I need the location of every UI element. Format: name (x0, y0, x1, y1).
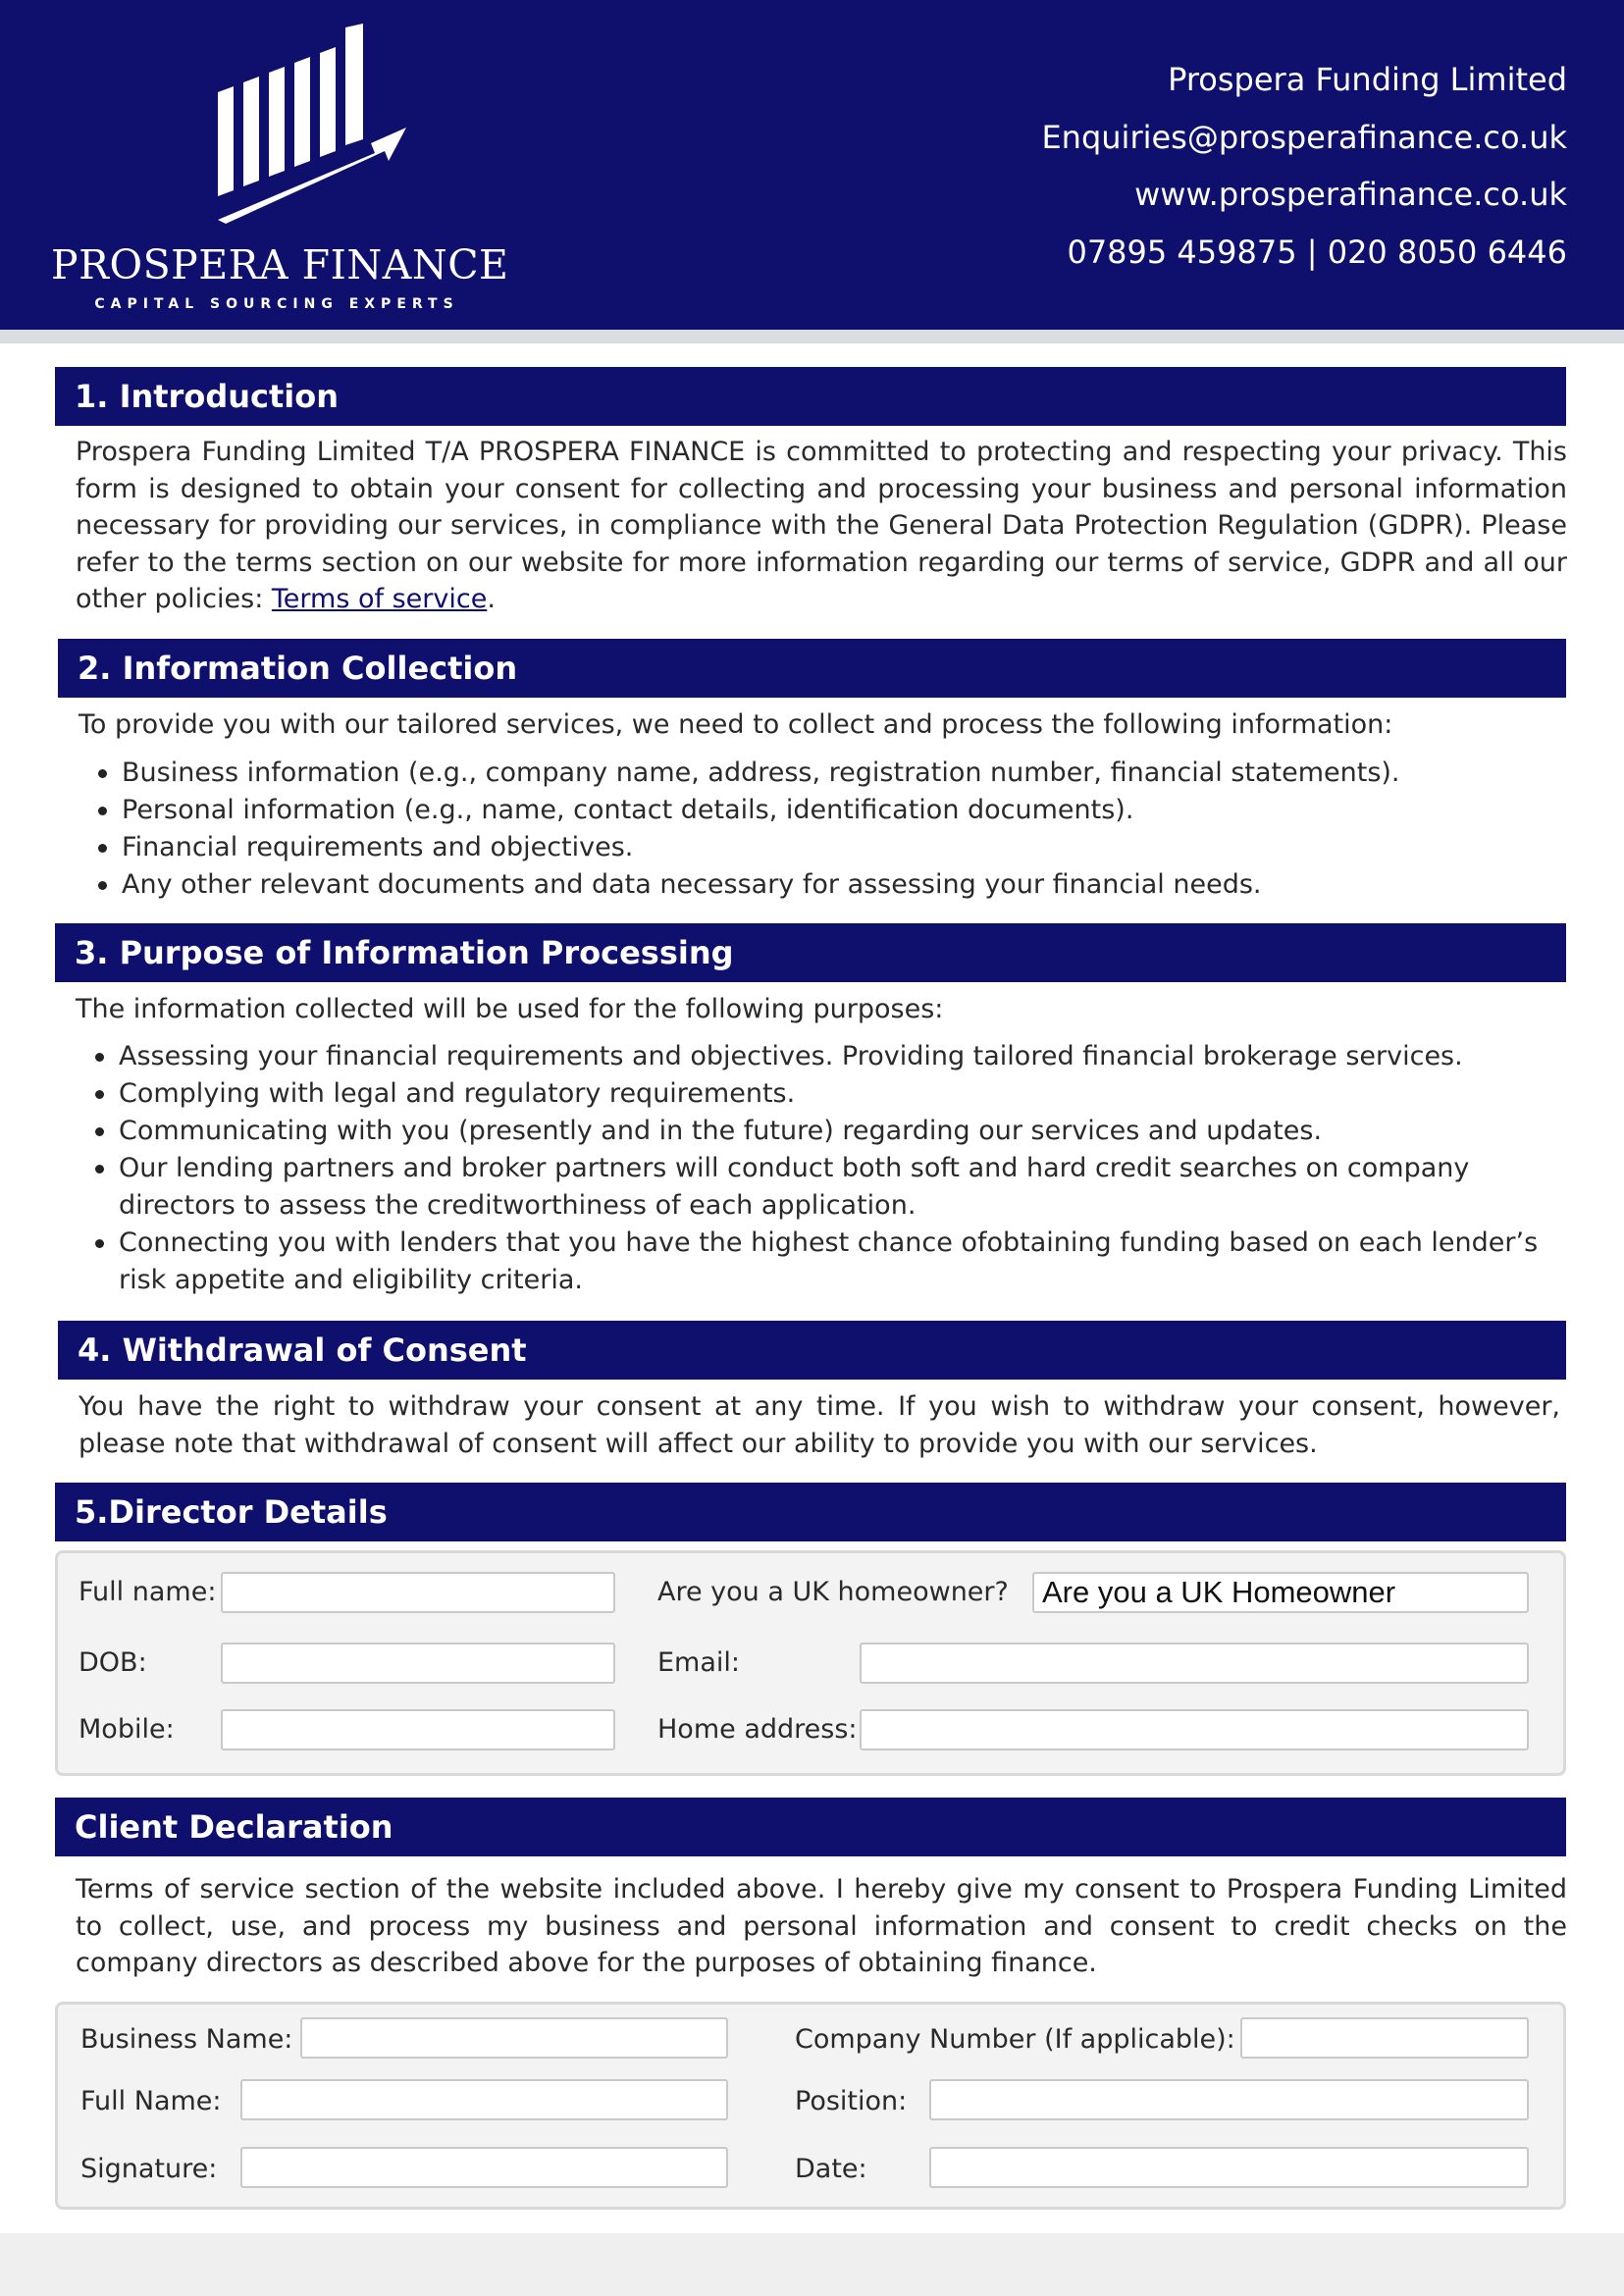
position-field[interactable] (929, 2079, 1529, 2120)
purpose-list (95, 1038, 1557, 1299)
company-name: Prospera Funding Limited (1168, 61, 1567, 98)
page-header (0, 0, 1624, 330)
section-title-withdrawal: 4. Withdrawal of Consent (58, 1321, 1566, 1380)
introduction-text (76, 434, 1567, 618)
contact-website[interactable]: www.prosperafinance.co.uk (1134, 176, 1567, 213)
homeowner-label: Are you a UK homeowner? (657, 1577, 1009, 1607)
date-label: Date: (795, 2154, 867, 2184)
purpose-intro: The information collected will be used for the following purposes: (76, 994, 944, 1024)
position-label: Position: (795, 2086, 908, 2116)
information-collection-intro: To provide you with our tailored services, we need to collect and process the following information: (79, 709, 1393, 740)
full-name-label: Full name: (79, 1577, 217, 1607)
director-full-name-field[interactable] (221, 1572, 615, 1613)
introduction-body: Prospera Funding Limited T/A PROSPERA FINANCE is committed to protecting and respecting your privacy. This form is designed to obtain your consent for collecting and processing your business and personal information necessary for providing our services, in compliance with the General Data Protection Regulation (GDPR). Please refer to the terms section on our website for more information regarding our terms of service, GDPR and all our other policies: (76, 437, 1567, 614)
list-item: Complying with legal and regulatory requirements. (95, 1075, 1557, 1113)
prospera-logo (51, 24, 509, 318)
home-address-label: Home address: (657, 1714, 858, 1745)
bar-chart-arrow-icon (51, 24, 502, 239)
company-number-field[interactable] (1240, 2017, 1529, 2059)
email-field[interactable] (860, 1643, 1529, 1684)
list-item: Business information (e.g., company name, address, registration number, financial statements). (98, 755, 1560, 792)
business-name-field[interactable] (300, 2017, 728, 2059)
section-title-information-collection: 2. Information Collection (58, 639, 1566, 698)
list-item: Communicating with you (presently and in the future) regarding our services and updates. (95, 1113, 1557, 1150)
contact-block (880, 51, 1567, 281)
list-item: Personal information (e.g., name, contact details, identification documents). (98, 792, 1560, 829)
section-title-client-declaration: Client Declaration (55, 1798, 1566, 1856)
home-address-field[interactable] (860, 1709, 1529, 1750)
date-field[interactable] (929, 2147, 1529, 2188)
mobile-field[interactable] (221, 1709, 615, 1750)
section-title-purpose: 3. Purpose of Information Processing (55, 923, 1566, 982)
page-footer (0, 2233, 1624, 2296)
mobile-label: Mobile: (79, 1714, 175, 1745)
dob-label: DOB: (79, 1647, 147, 1678)
declaration-full-name-label: Full Name: (80, 2086, 222, 2116)
homeowner-select[interactable]: Are you a UK Homeowner (1032, 1572, 1529, 1613)
declaration-text: Terms of service section of the website included above. I hereby give my consent to Prospera Funding Limited to collect, use, and process my business and personal information and consent to credit checks on the company directors as described above for the purposes of obtaining finance. (76, 1874, 1567, 1978)
header-divider (0, 330, 1624, 343)
introduction-end: . (487, 584, 496, 614)
dob-field[interactable] (221, 1643, 615, 1684)
list-item: Our lending partners and broker partners will conduct both soft and hard credit searches on company directors to assess the creditworthiness of each application. (95, 1150, 1557, 1225)
withdrawal-text: You have the right to withdraw your consent at any time. If you wish to withdraw your consent, however, please note that withdrawal of consent will affect our ability to provide you with our services. (79, 1391, 1560, 1459)
business-name-label: Business Name: (80, 2024, 293, 2055)
contact-phones: 07895 459875 | 020 8050 6446 (1067, 233, 1567, 271)
section-title-introduction: 1. Introduction (55, 367, 1566, 426)
list-item: Connecting you with lenders that you have the highest chance ofobtaining funding based on each lender’s risk appetite and eligibility criteria. (95, 1225, 1557, 1299)
list-item: Financial requirements and objectives. (98, 829, 1560, 866)
terms-of-service-link[interactable]: Terms of service (271, 584, 488, 614)
brand-name: PROSPERA FINANCE (51, 241, 509, 288)
email-label: Email: (657, 1647, 741, 1678)
list-item: Assessing your financial requirements and objectives. Providing tailored financial brokerage services. (95, 1038, 1557, 1075)
list-item: Any other relevant documents and data necessary for assessing your financial needs. (98, 866, 1560, 904)
declaration-full-name-field[interactable] (240, 2079, 728, 2120)
signature-label: Signature: (80, 2154, 218, 2184)
signature-field[interactable] (240, 2147, 728, 2188)
company-number-label: Company Number (If applicable): (795, 2024, 1235, 2055)
section-title-director-details: 5.Director Details (55, 1483, 1566, 1541)
contact-email[interactable]: Enquiries@prosperafinance.co.uk (1041, 118, 1567, 156)
information-collection-list (98, 755, 1560, 904)
brand-tagline: CAPITAL SOURCING EXPERTS (94, 296, 459, 312)
